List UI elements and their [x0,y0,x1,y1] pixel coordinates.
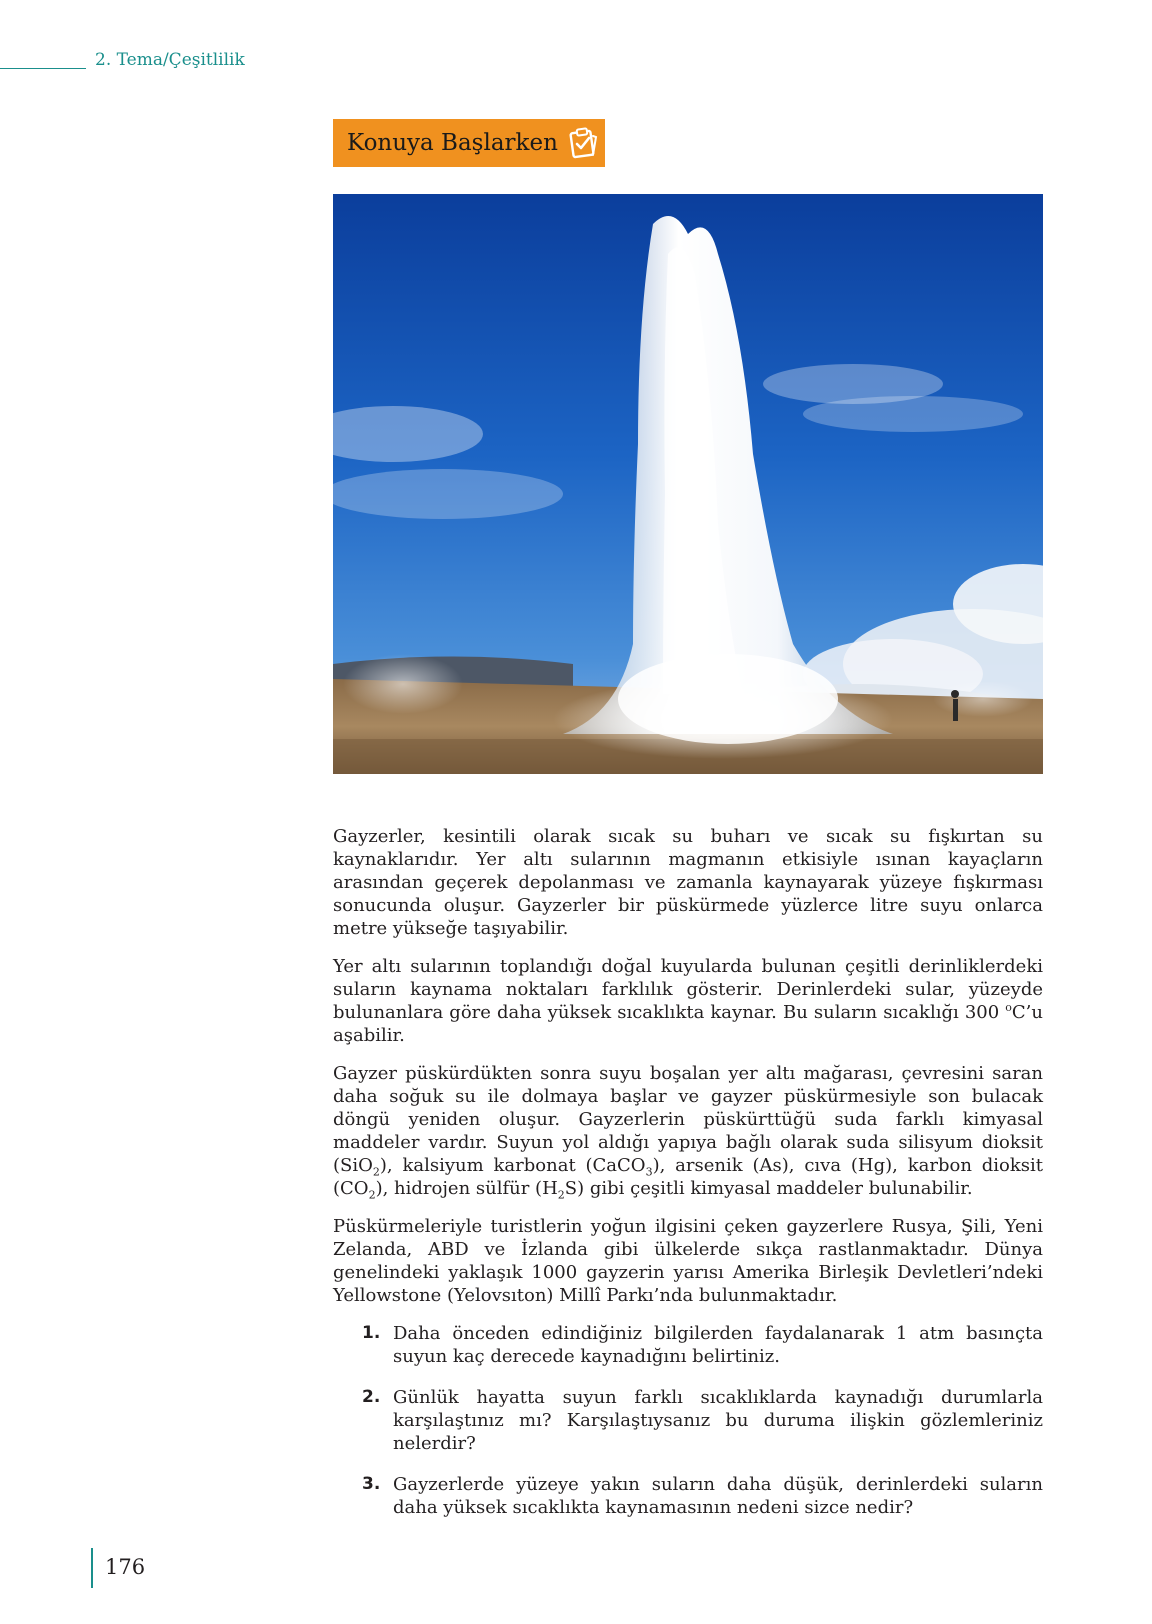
question-text: Daha önceden edindiğiniz bilgilerden faydalanarak 1 atm basınçta suyun kaç derecede kaynadığını belirtiniz. [393,1323,1043,1367]
section-badge [333,119,605,167]
paragraph [333,1062,1043,1200]
subscript: 2 [557,1188,565,1202]
geyser-eruption-photo [333,194,1043,774]
question-number: 1. [362,1323,381,1343]
section-badge-label: Konuya Başlarken [347,130,558,156]
clipboard-check-icon [568,127,600,159]
text-run: Yer altı sularının toplandığı doğal kuyularda bulunan çeşitli derinliklerdeki suların kaynama noktaları farklılık gösterir. Derinlerdeki sular, yüzeyde bulunanlara göre daha yüksek sıcaklıkta kaynar. Bu suların sıcaklığı 300 [333,956,1043,1023]
question-list [333,1322,1043,1519]
paragraph: Gayzerler, kesintili olarak sıcak su buharı ve sıcak su fışkırtan su kaynaklarıdır. Yer altı sularının magmanın etkisiyle ısınan kayaçların arasından geçerek depolanması ve zamanla kaynayarak yüzeye fışkırması sonucunda oluşur. Gayzerler bir püskürmede yüzlerce litre suyu onlarca metre yükseğe taşıyabilir. [333,826,1043,939]
chapter-heading: 2. Tema/Çeşitlilik [95,50,245,70]
question-item [333,1386,1043,1455]
text-run: ), arsenik (As), cıva (Hg), karbon dioksit (CO [333,1155,1043,1199]
question-item [333,1473,1043,1519]
header-rule [0,68,86,69]
page-number-rule [91,1548,93,1588]
question-text: Günlük hayatta suyun farklı sıcaklıklarda kaynadığı durumlarla karşılaştınız mı? Karşılaştıysanız bu duruma ilişkin gözlemleriniz nelerdir? [393,1387,1043,1454]
text-run: C’u aşabilir. [333,1002,1043,1046]
question-item [333,1322,1043,1368]
body-text [333,825,1043,1537]
text-run: Gayzer püskürdükten sonra suyu boşalan yer altı mağarası, çevresini saran daha soğuk su ile dolmaya başlar ve gayzer püskürmesiyle son bulacak döngü yeniden oluşur. Gayzerlerin püskürttüğü suda farklı kimyasal maddeler vardır. Suyun yol aldığı yapıya bağlı olarak suda silisyum dioksit (SiO [333,1063,1043,1176]
page-number: 176 [105,1555,146,1579]
degree-symbol: o [1005,1001,1012,1014]
text-run: ), hidrojen sülfür (H [375,1178,558,1199]
question-text: Gayzerlerde yüzeye yakın suların daha düşük, derinlerdeki suların daha yüksek sıcaklıkta kaynamasının nedeni sizce nedir? [393,1474,1043,1518]
question-number: 3. [362,1474,381,1494]
subscript: 2 [372,1165,380,1179]
question-number: 2. [362,1387,381,1407]
paragraph: Püskürmeleriyle turistlerin yoğun ilgisini çeken gayzerlere Rusya, Şili, Yeni Zelanda, ABD ve İzlanda gibi ülkelerde sıkça rastlanmaktadır. Dünya genelindeki yaklaşık 1000 gayzerin yarısı Amerika Birleşik Devletleri’ndeki Yellowstone (Yelovsıton) Millî Parkı’nda bulunmaktadır. [333,1216,1043,1306]
subscript: 3 [645,1165,653,1179]
text-run: ), kalsiyum karbonat (CaCO [379,1155,646,1176]
text-run: S) gibi çeşitli kimyasal maddeler bulunabilir. [564,1178,973,1199]
subscript: 2 [368,1188,376,1202]
paragraph [333,955,1043,1047]
